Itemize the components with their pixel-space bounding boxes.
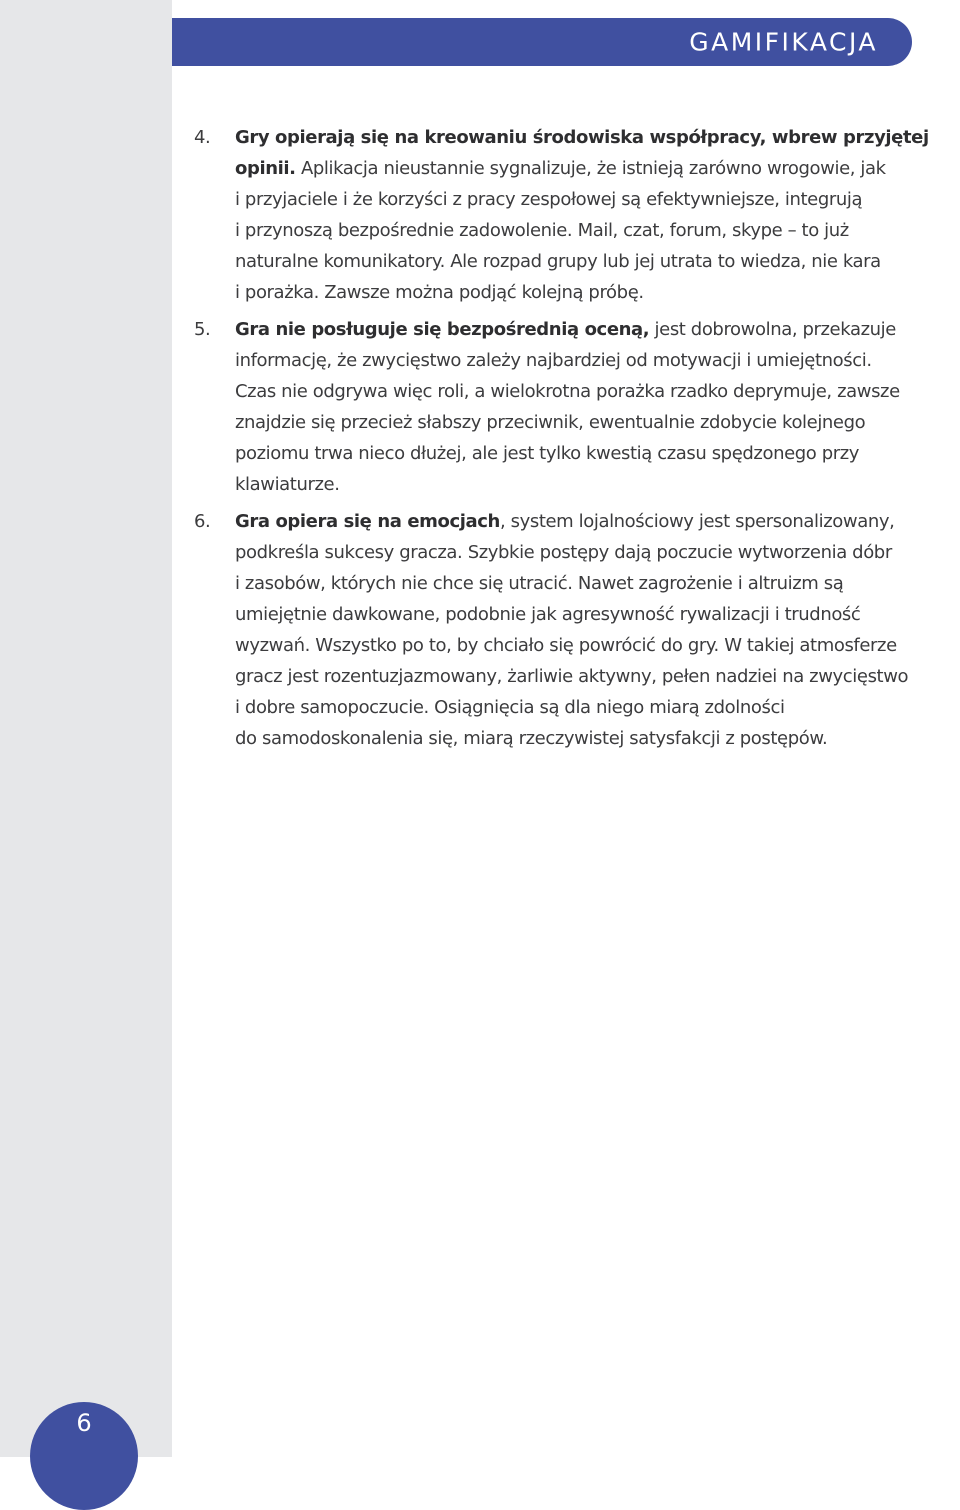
numbered-list (194, 122, 958, 760)
item-text-line: i przynoszą bezpośrednie zadowolenie. Mail, czat, forum, skype – to już (235, 220, 849, 241)
list-item (194, 122, 958, 308)
side-strip (0, 0, 172, 1457)
item-text-line: poziomu trwa nieco dłużej, ale jest tylko kwestią czasu spędzonego przy (235, 443, 860, 464)
item-text-line: informację, że zwycięstwo zależy najbardziej od motywacji i umiejętności. (235, 350, 872, 371)
page-number: 6 (76, 1409, 92, 1437)
item-text-line: i zasobów, których nie chce się utracić. Nawet zagrożenie i altruizm są (235, 573, 844, 594)
item-text-line: gracz jest rozentuzjazmowany, żarliwie aktywny, pełen nadziei na zwycięstwo (235, 666, 909, 687)
item-text-line: jest dobrowolna, przekazuje (649, 319, 896, 340)
item-lead: Gra nie posługuje się bezpośrednią oceną, (235, 319, 650, 340)
list-item (194, 506, 958, 754)
item-text-line: podkreśla sukcesy gracza. Szybkie postępy dają poczucie wytworzenia dóbr (235, 542, 892, 563)
item-lead: Gry opierają się na kreowaniu środowiska współpracy, wbrew przyjętej (235, 127, 929, 148)
list-item (194, 314, 958, 500)
item-lead-continuation: opinii. (235, 158, 296, 179)
page-number-badge (30, 1402, 138, 1510)
item-text-line: do samodoskonalenia się, miarą rzeczywistej satysfakcji z postępów. (235, 728, 828, 749)
item-text-line: klawiaturze. (235, 474, 340, 495)
item-text-line: Czas nie odgrywa więc roli, a wielokrotna porażka rzadko deprymuje, zawsze (235, 381, 900, 402)
item-number: 4. (194, 127, 211, 148)
item-text-line: Aplikacja nieustannie sygnalizuje, że istnieją zarówno wrogowie, jak (295, 158, 886, 179)
item-text-line: umiejętnie dawkowane, podobnie jak agresywność rywalizacji i trudność (235, 604, 861, 625)
item-number: 5. (194, 319, 211, 340)
item-text-line: i przyjaciele i że korzyści z pracy zespołowej są efektywniejsze, integrują (235, 189, 863, 210)
item-number: 6. (194, 511, 211, 532)
item-lead: Gra opiera się na emocjach (235, 511, 500, 532)
item-text-line: wyzwań. Wszystko po to, by chciało się powrócić do gry. W takiej atmosferze (235, 635, 897, 656)
item-text-line: znajdzie się przecież słabszy przeciwnik, ewentualnie zdobycie kolejnego (235, 412, 866, 433)
item-text-line: , system lojalnościowy jest spersonalizowany, (499, 511, 895, 532)
section-title: GAMIFIKACJA (689, 27, 878, 57)
item-text-line: i porażka. Zawsze można podjąć kolejną próbę. (235, 282, 644, 303)
section-header-banner (172, 18, 912, 66)
item-text-line: i dobre samopoczucie. Osiągnięcia są dla niego miarą zdolności (235, 697, 785, 718)
item-text-line: naturalne komunikatory. Ale rozpad grupy lub jej utrata to wiedza, nie kara (235, 251, 881, 272)
